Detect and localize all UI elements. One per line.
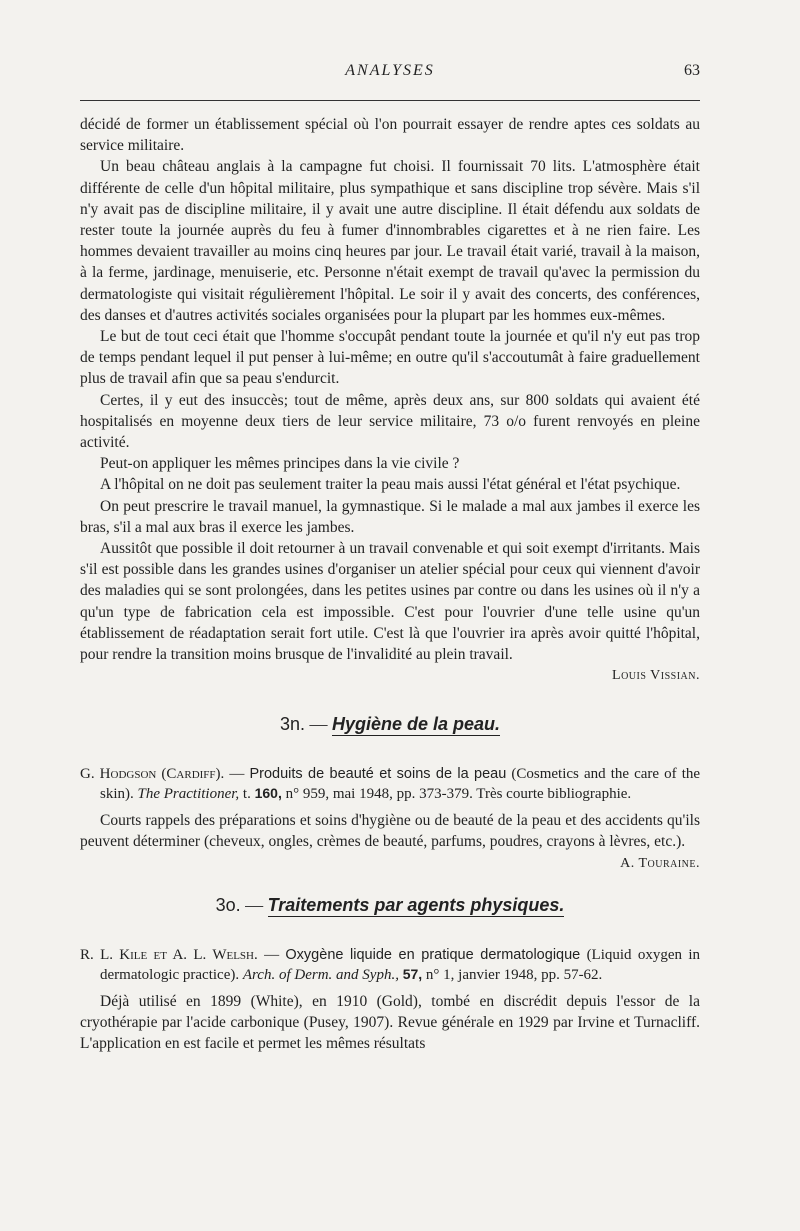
section-number: 3n.	[279, 714, 305, 735]
ref-vol-prefix: t.	[242, 786, 251, 803]
section-number: 3o.	[215, 894, 241, 915]
reference	[80, 946, 700, 985]
ref-volume: 160,	[254, 785, 282, 802]
abstract-body: Courts rappels des préparations et soins d'hygiène ou de beauté de la peau et des accidents qu'ils peuvent déterminer (cheveux, ongles, crèmes de beauté, parfums, poudres, crayons à lèvres, etc.).	[80, 812, 700, 851]
paragraph: Certes, il y eut des insuccès; tout de même, après deux ans, sur 800 soldats qui avaient été hospitalisés en moyenne deux tiers de leur service militaire, 73 o/o furent renvoyés en pleine activité.	[80, 391, 700, 452]
section-dash: —	[245, 894, 264, 915]
paragraph: Aussitôt que possible il doit retourner à un travail convenable et qui soit exempt d'irritants. Mais s'il est possible dans les grandes usines d'organiser un atelier spécial pour ceux qui viennent d'avoir des maladies qui se sont prolongées, dans les petites usines par contre ou dans les usines où il n'y a qu'un type de fabrication cela est impossible. C'est pour l'ouvrier d'une telle usine qu'un établissement de réadaptation serait fort utile. C'est là que l'ouvrier ira après avoir quitté l'hôpital, pour rendre la transition moins brusque de l'invalidité au plein travail.	[80, 540, 700, 664]
paragraph: A l'hôpital on ne doit pas seulement traiter la peau mais aussi l'état général et l'état psychique.	[100, 476, 681, 494]
paragraph: Peut-on appliquer les mêmes principes dans la vie civile ?	[100, 455, 460, 473]
page-body	[80, 114, 700, 1054]
signature: Louis Vissian.	[612, 668, 700, 684]
ref-authors: R. L. Kile et A. L. Welsh.	[80, 946, 258, 963]
ref-rest: (Liquid oxygen in dermatologic practice).	[100, 946, 701, 983]
ref-title: Produits de beauté et soins de la peau	[249, 766, 507, 783]
section-title: Traitements par agents physiques.	[267, 894, 565, 915]
ref-details: n° 959, mai 1948, pp. 373-379. Très courte bibliographie.	[285, 786, 632, 803]
ref-journal: Arch. of Derm. and Syph.,	[242, 966, 399, 983]
ref-volume: 57,	[402, 965, 423, 982]
section-title: Hygiène de la peau.	[331, 714, 501, 735]
ref-sep: —	[229, 766, 245, 783]
ref-details: n° 1, janvier 1948, pp. 57-62.	[425, 966, 603, 983]
page-header	[80, 62, 700, 92]
ref-rest: (Cosmetics and the care of the skin).	[100, 766, 701, 803]
section-heading-physical	[80, 895, 700, 916]
reference	[80, 765, 700, 804]
ref-journal: The Practitioner,	[137, 786, 240, 803]
header-rule	[80, 100, 700, 101]
ref-sep: —	[264, 946, 280, 963]
paragraph: Le but de tout ceci était que l'homme s'occupât pendant toute la journée et qu'il n'y eut pas trop de temps pendant lequel il put penser à lui-même; en outre qu'il s'accoutumât à faire graduellement plus de travail afin que sa peau s'endurcit.	[80, 328, 700, 388]
ref-title: Oxygène liquide en pratique dermatologique	[285, 946, 581, 963]
paragraph: On peut prescrire le travail manuel, la gymnastique. Si le malade a mal aux jambes il exerce les bras, s'il a mal aux bras il exerce les jambes.	[80, 497, 700, 536]
page	[80, 62, 701, 1053]
page-number: 63	[684, 62, 700, 79]
running-title: ANALYSES	[345, 62, 435, 79]
section-dash: —	[309, 714, 328, 735]
abstract-text: Déjà utilisé en 1899 (White), en 1910 (Gold), tombé en discrédit depuis l'essor de la cryothérapie par l'acide carbonique (Pusey, 1907). Revue générale en 1929 par Irvine et Turnacliff. L'application en est facile et permet les mêmes résultats	[80, 992, 700, 1053]
section-heading-hygiene	[80, 714, 700, 735]
paragraph: Un beau château anglais à la campagne fut choisi. Il fournissait 70 lits. L'atmosphère était différente de celle d'un hôpital militaire, plus sympathique et sans discipline trop sévère. Mais s'il n'y avait pas de discipline militaire, il y avait une autre discipline. Il était défendu aux soldats de rester toute la journée auprès du feu à fumer d'innombrables cigarettes et à ne rien faire. Les hommes devaient travailler au moins cinq heures par jour. Le travail était varié, travail à la maison, à la ferme, jardinage, menuiserie, etc. Personne n'était exempt de travail qu'avec la permission du dermatologiste qui visitait régulièrement l'hôpital. Le soir il y avait des concerts, des conférences, des danses et d'autres activités sociales organisées pour la plupart par les hommes eux-mêmes.	[80, 158, 700, 324]
signature: A. Touraine.	[620, 855, 700, 871]
abstract-text	[80, 810, 700, 871]
ref-authors: G. Hodgson (Cardiff).	[80, 766, 225, 783]
paragraph: décidé de former un établissement spécial où l'on pourrait essayer de rendre aptes ces soldats au service militaire.	[80, 116, 700, 155]
